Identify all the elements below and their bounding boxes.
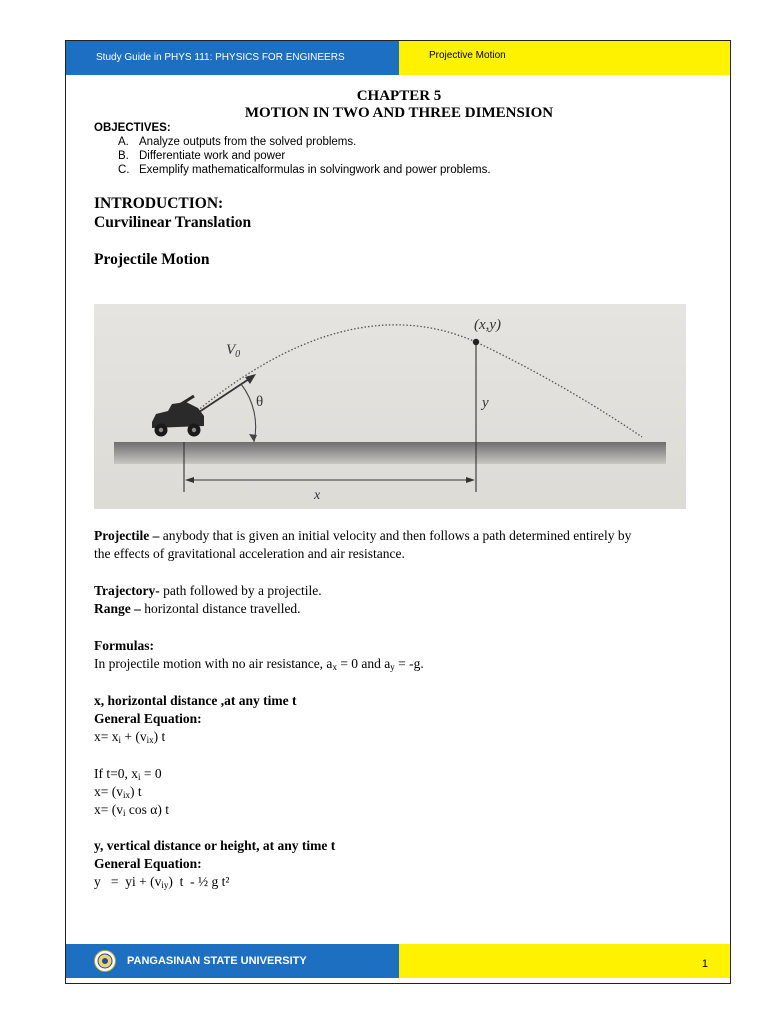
objective-letter-a: A. [118,136,129,148]
y-general-equation-label: General Equation: [94,856,202,871]
point-marker [473,339,479,345]
y-label: y [482,395,489,411]
objectives-heading: OBJECTIVES: [94,122,171,134]
formulas-heading: Formulas: [94,638,154,653]
objective-text-a: Analyze outputs from the solved problems. [139,136,357,148]
x-label: x [314,488,321,503]
objective-letter-c: C. [118,164,130,176]
objective-text-b: Differentiate work and power [139,150,286,162]
y-equation: y = yi + $(v_{iy})$ t - ½ g t² [94,874,230,890]
y-heading: y, vertical distance or height, at any time t [94,838,336,853]
header-topic: Projective Motion [429,50,506,61]
footer-university-bar [66,944,399,978]
x-heading: x, horizontal distance ,at any time t [94,693,297,708]
header-course-bar [66,41,399,75]
objective-text-c: Exemplify mathematicalformulas in solvingwork and power problems. [139,164,491,176]
trajectory-definition: Trajectory- path followed by a projectile. [94,583,322,598]
intro-heading: INTRODUCTION: [94,195,224,212]
footer-university: PANGASINAN STATE UNIVERSITY [127,955,307,967]
header-course: Study Guide in PHYS 111: PHYSICS FOR ENGINEERS [96,52,345,63]
range-definition: Range – horizontal distance travelled. [94,601,301,616]
x-equation-3: $x= (v_i$ cos α) t [94,802,169,818]
ground [114,442,666,464]
projectile-diagram [94,304,686,509]
section-projectile-motion: Projectile Motion [94,251,210,268]
x-equation-2: $x= (v_{ix})$ t [94,784,142,800]
chapter-number: CHAPTER 5 [356,88,442,104]
chapter-title: MOTION IN TWO AND THREE DIMENSION [244,105,554,121]
projectile-definition: Projectile – anybody that is given an initial velocity and then follows a path determined entirely by [94,528,632,543]
page-number: 1 [701,958,708,970]
objective-letter-b: B. [118,150,129,162]
university-seal-icon [94,950,116,972]
x-general-equation-label: General Equation: [94,711,202,726]
theta-label: θ [256,394,264,410]
header-topic-bar [399,41,730,75]
footer-page-bar [399,944,730,978]
if-t-zero: If t=0, $x_i = 0$ [94,766,162,782]
x-equation-1: $x= x_i + (v_{ix})$ t [94,729,166,745]
formulas-intro: In projectile motion with no air resistance, $a_x = 0$ and $a_y = -g$. [94,656,424,672]
projectile-definition-cont: the effects of gravitational acceleration and air resistance. [94,546,405,561]
page [65,40,731,984]
point-label: (x,y) [474,317,502,333]
intro-subheading: Curvilinear Translation [94,214,252,231]
v0-label: $V_0$ [226,342,241,360]
